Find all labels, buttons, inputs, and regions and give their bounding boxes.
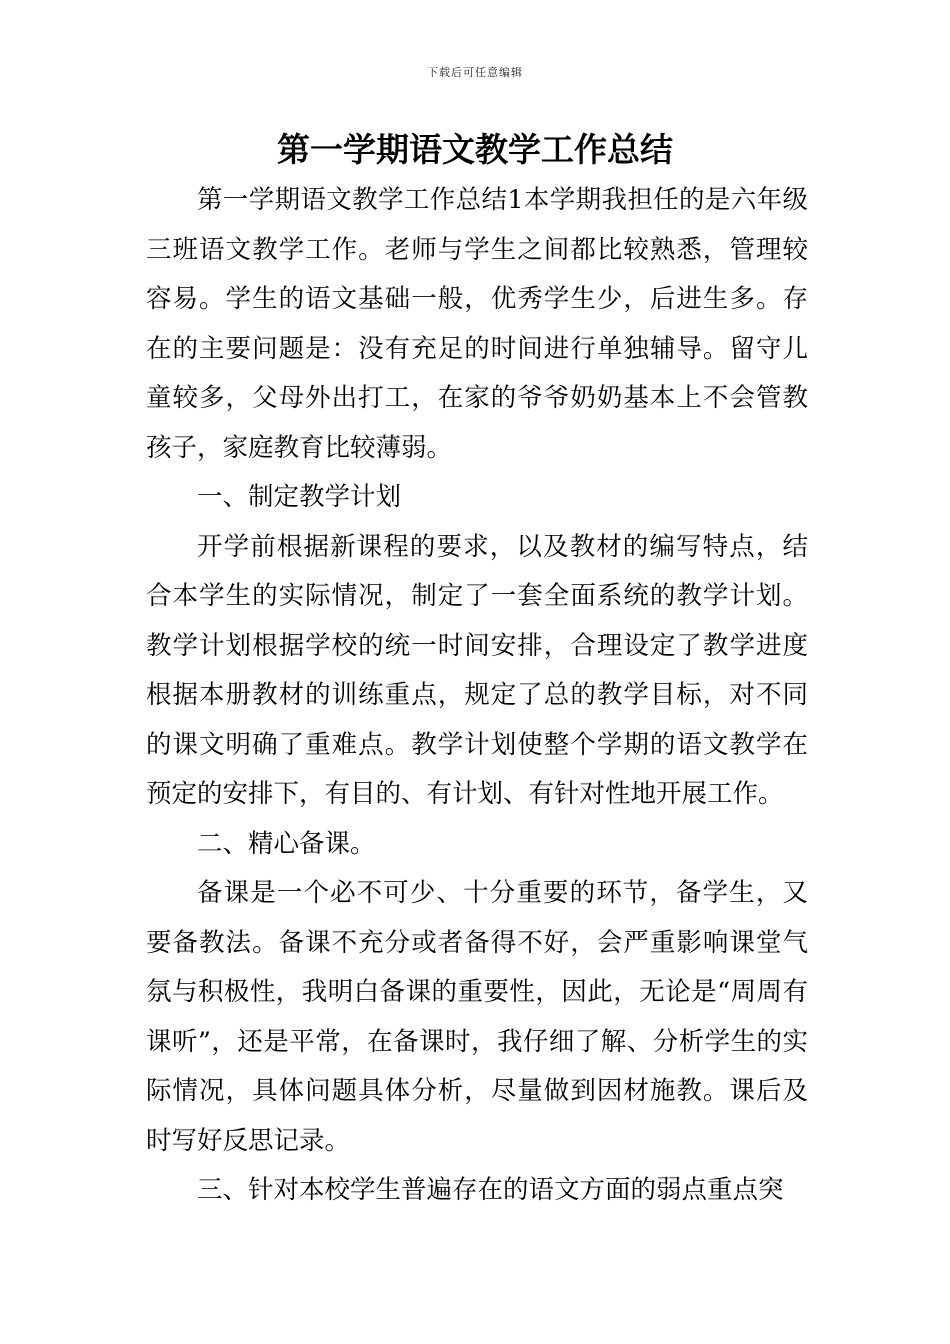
- paragraph-prep: 备课是一个必不可少、十分重要的环节，备学生，又要备教法。备课不充分或者备得不好，会严重影响课堂气氛与积极性，我明白备课的重要性，因此，无论是“周周有课听”，还是平常，在备课时，我仔细了解、分析学生的实际情况，具体问题具体分析，尽量做到因材施教。课后及时写好反思记录。: [146, 878, 808, 1156]
- paragraph-plan: 开学前根据新课程的要求，以及教材的编写特点，结合本学生的实际情况，制定了一套全面系统的教学计划。教学计划根据学校的统一时间安排，合理设定了教学进度根据本册教材的训练重点，规定了总的教学目标，对不同的课文明确了重难点。教学计划使整个学期的语文教学在预定的安排下，有目的、有计划、有针对性地开展工作。: [146, 531, 808, 809]
- header-note: 下载后可任意编辑: [427, 66, 523, 79]
- section-heading-3: 三、针对本校学生普遍存在的语文方面的弱点重点突: [197, 1175, 784, 1205]
- section-heading-1: 一、制定教学计划: [197, 482, 402, 512]
- document-title: 第一学期语文教学工作总结: [277, 130, 673, 169]
- document-body: [146, 176, 808, 1216]
- section-heading-2: 二、精心备课。: [197, 828, 376, 859]
- paragraph-intro: 第一学期语文教学工作总结1本学期我担任的是六年级三班语文教学工作。老师与学生之间都比较熟悉，管理较容易。学生的语文基础一般，优秀学生少，后进生多。存在的主要问题是：没有充足的时间进行单独辅导。留守儿童较多，父母外出打工，在家的爷爷奶奶基本上不会管教孩子，家庭教育比较薄弱。: [146, 185, 808, 463]
